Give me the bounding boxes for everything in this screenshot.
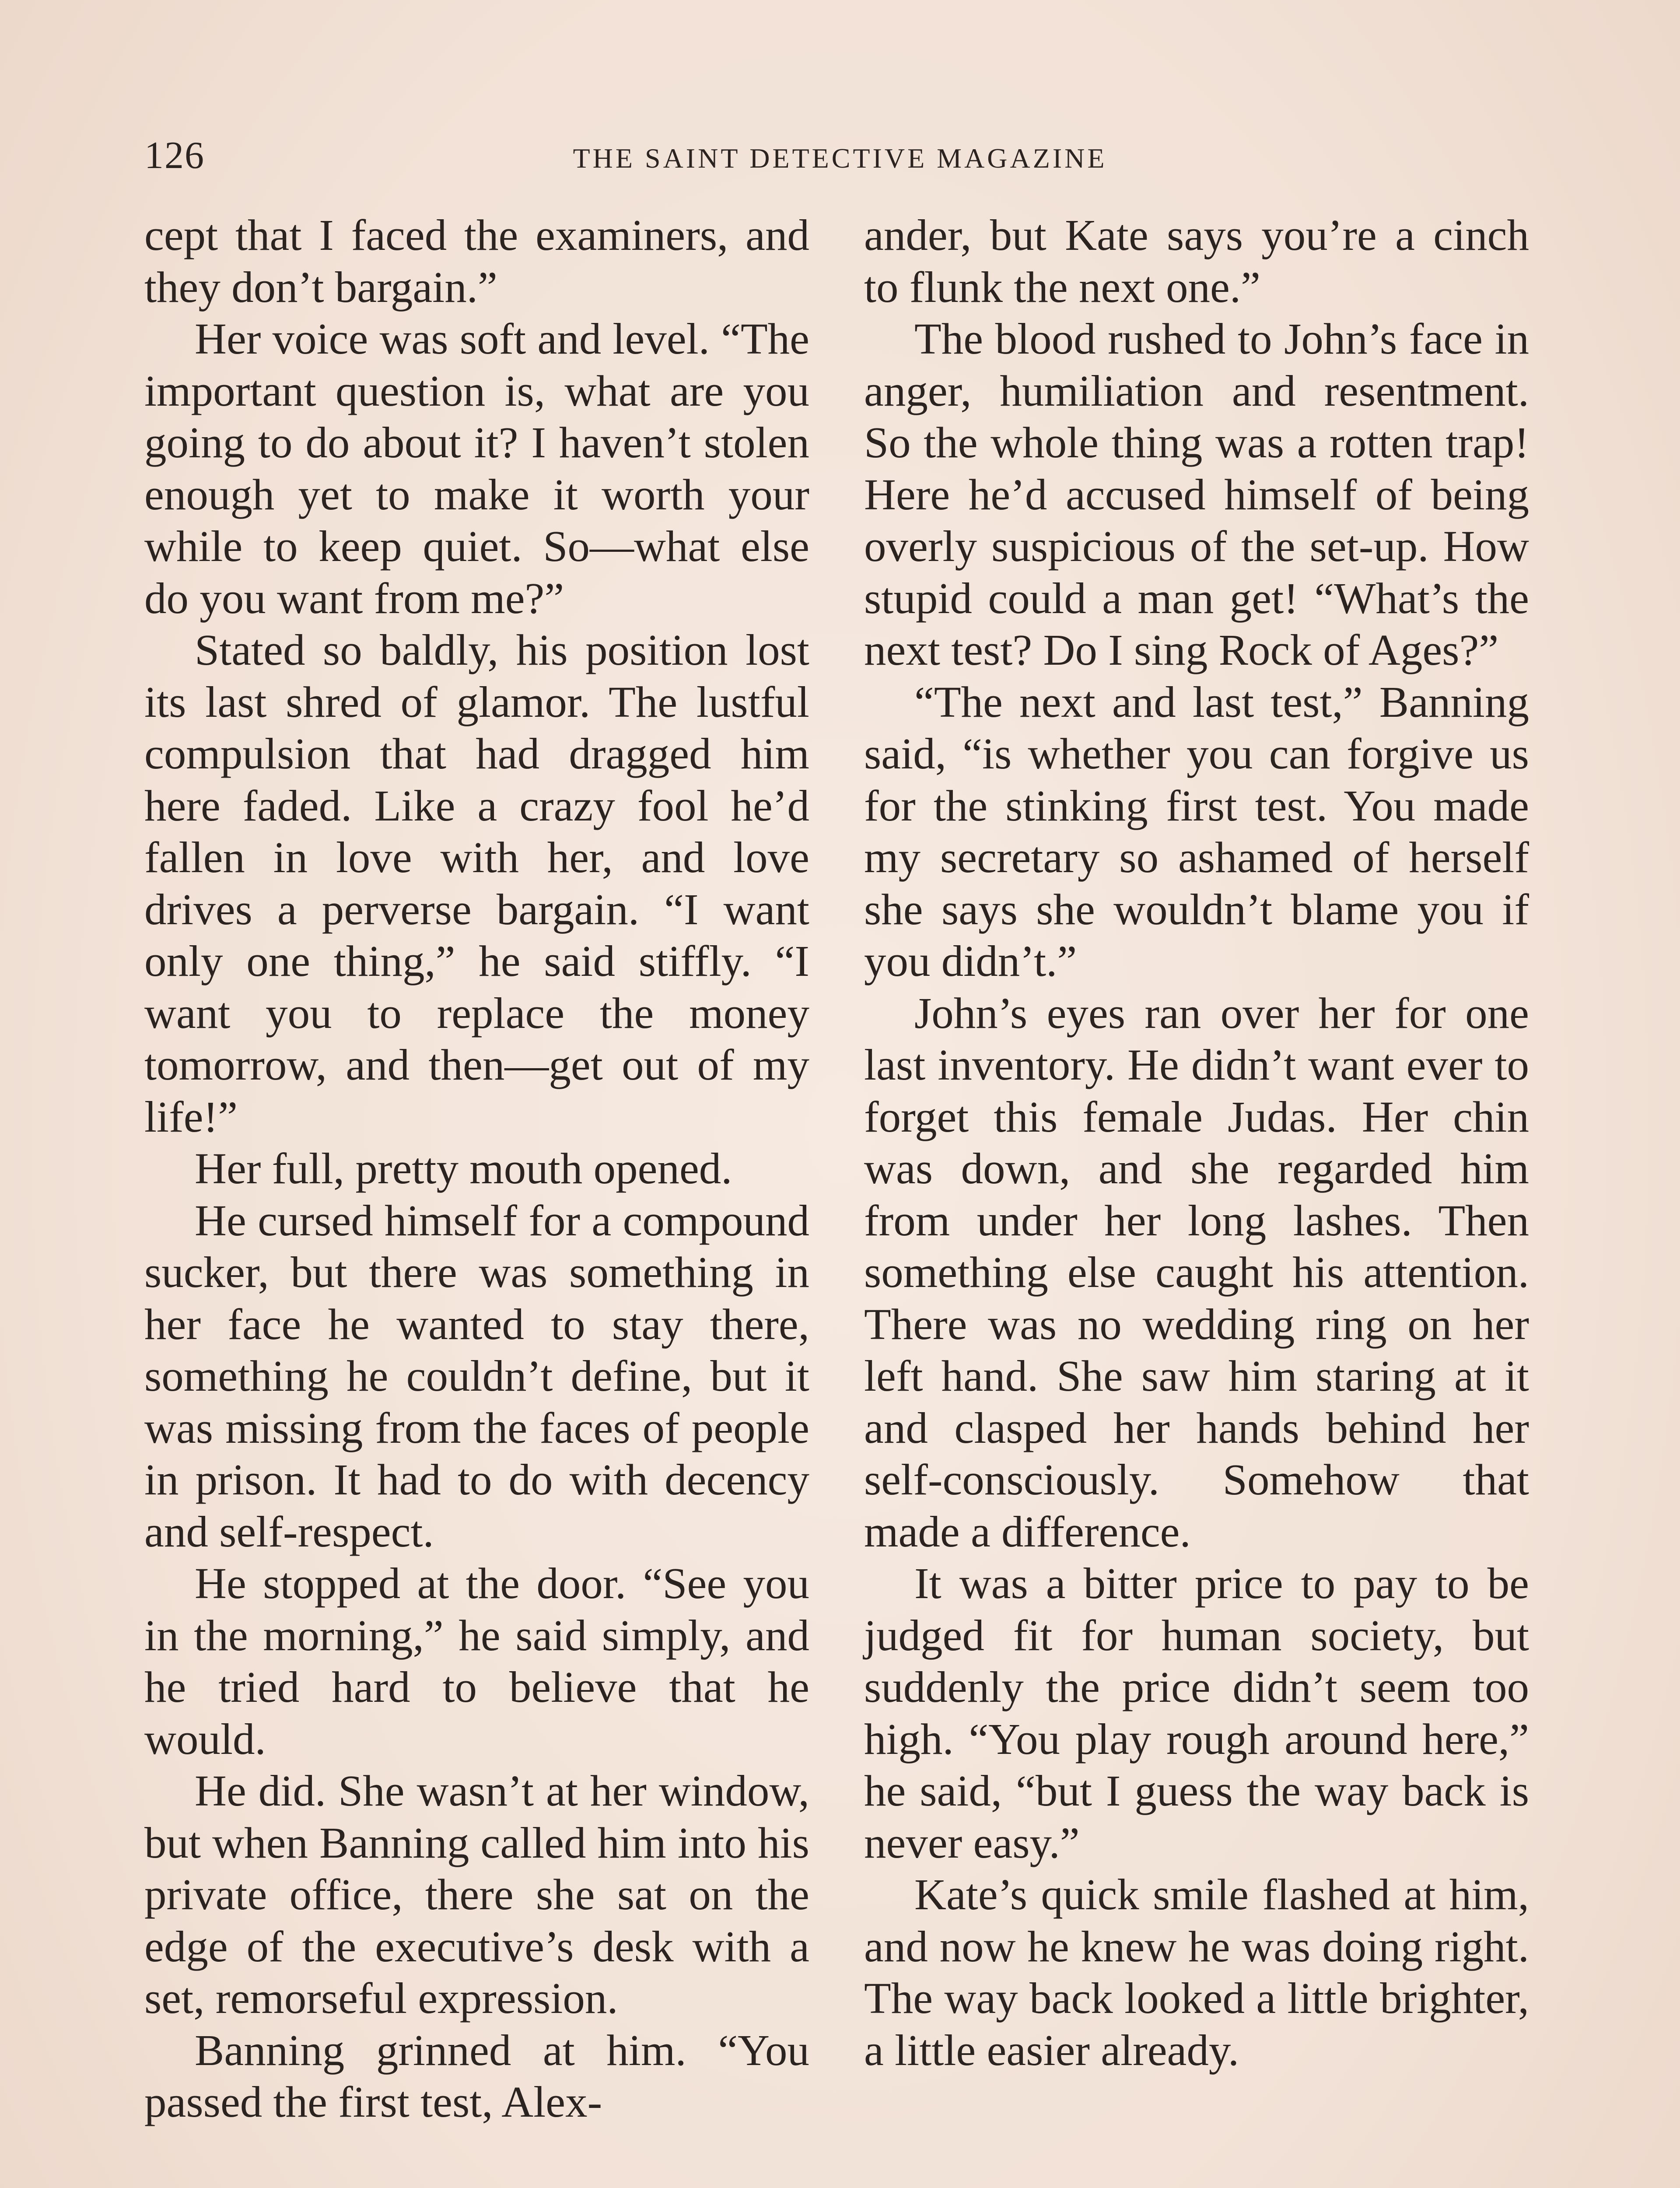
left-column	[144, 209, 809, 2128]
paragraph: He did. She wasn’t at her window, but when Banning called him into his private office, there she sat on the edge of the executive’s desk with a set, remorseful expression.	[144, 1766, 809, 2023]
paragraph: The blood rushed to John’s face in anger, humiliation and resentment. So the whole thing was a rotten trap! Here he’d accused himself of being overly suspicious of the set-up. How stupid could a man get! “What’s the next test? Do I sing Rock of Ages?”	[864, 314, 1529, 674]
paragraph: John’s eyes ran over her for one last inventory. He didn’t want ever to forget this female Judas. Her chin was down, and she regarded him from under her long lashes. Then something else caught his attention. There was no wedding ring on her left hand. She saw him staring at it and clasped her hands behind her self-consciously. Somehow that made a difference.	[864, 988, 1529, 1556]
paragraph: ander, but Kate says you’re a cinch to flunk the next one.”	[864, 210, 1529, 312]
paragraph: Stated so baldly, his position lost its last shred of glamor. The lustful compulsion that had dragged him here faded. Like a crazy fool he’d fallen in love with her, and love drives a perverse bargain. “I want only one thing,” he said stiffly. “I want you to replace the money tomorrow, and then—get out of my life!”	[144, 625, 809, 1141]
paragraph: Her full, pretty mouth opened.	[195, 1144, 732, 1193]
paragraph: “The next and last test,” Banning said, “is whether you can forgive us for the stinking first test. You made my secretary so ashamed of herself she says she wouldn’t blame you if you didn’t.”	[864, 677, 1529, 985]
page-number: 126	[144, 134, 205, 177]
running-title: THE SAINT DETECTIVE MAGAZINE	[573, 143, 1107, 174]
paragraph: Banning grinned at him. “You passed the first test, Alex-	[144, 2025, 809, 2126]
paragraph: He stopped at the door. “See you in the morning,” he said simply, and he tried hard to believe that he would.	[144, 1559, 809, 1764]
paragraph: Kate’s quick smile flashed at him, and now he knew he was doing right. The way back looked a little brighter, a little easier already.	[864, 1870, 1529, 2075]
paragraph: He cursed himself for a compound sucker, but there was something in her face he wanted to stay there, something he couldn’t define, but it was missing from the faces of people in prison. It had to do with decency and self-respect.	[144, 1196, 809, 1556]
paragraph: Her voice was soft and level. “The important question is, what are you going to do about it? I haven’t stolen enough yet to make it worth your while to keep quiet. So—what else do you want from me?”	[144, 314, 809, 623]
right-column	[864, 209, 1529, 2076]
paragraph: cept that I faced the examiners, and they don’t bargain.”	[144, 210, 809, 312]
paragraph: It was a bitter price to pay to be judged fit for human society, but suddenly the price didn’t seem too high. “You play rough around here,” he said, “but I guess the way back is never easy.”	[864, 1559, 1529, 1867]
